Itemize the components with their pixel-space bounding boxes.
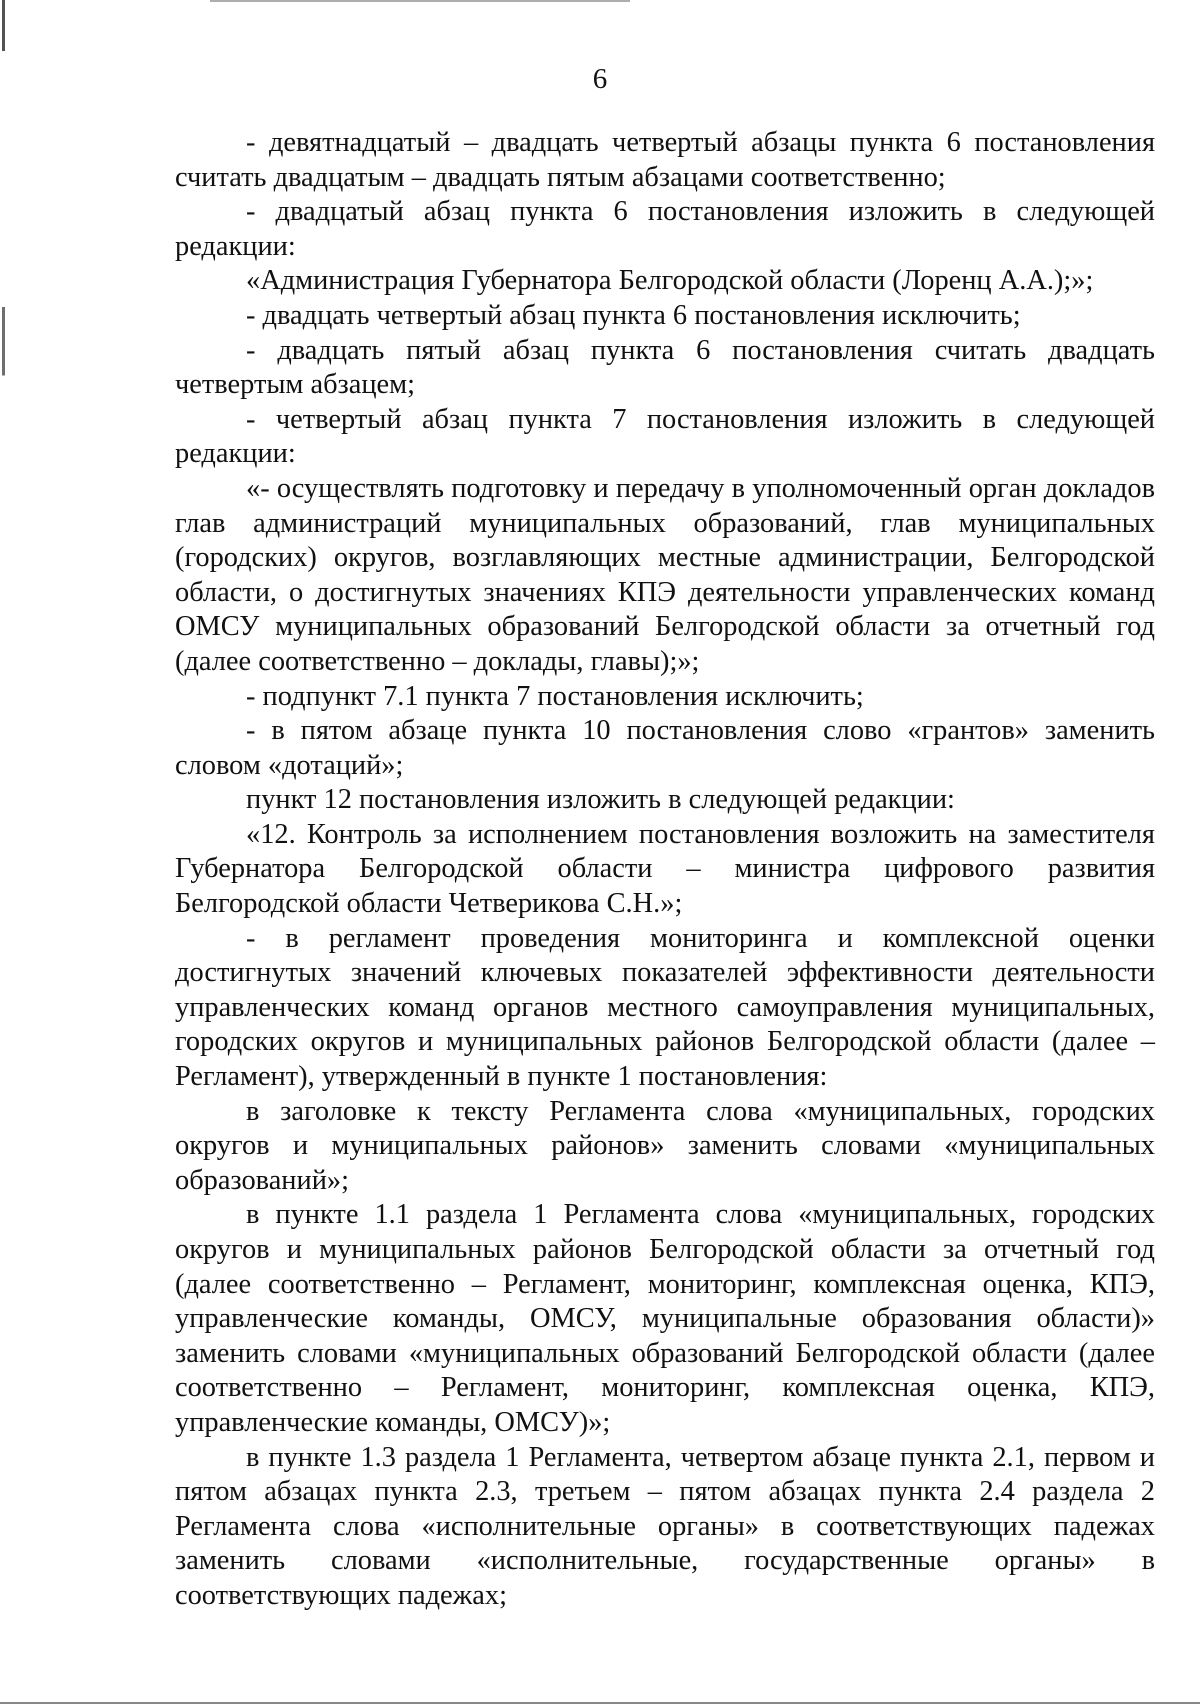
paragraph: «12. Контроль за исполнением постановления возложить на заместителя Губернатора Белгородской области – министра цифрового развития Белгородской области Четверикова С.Н.»;: [175, 818, 1155, 920]
paragraph: - двадцать четвертый абзац пункта 6 постановления исключить;: [246, 299, 1021, 331]
paragraph: - четвертый абзац пункта 7 постановления изложить в следующей редакции:: [175, 403, 1155, 470]
paragraph: в пункте 1.1 раздела 1 Регламента слова «муниципальных, городских округов и муниципальных районов Белгородской области за отчетный год (далее соответственно – Регламент, мониторинг, комплексная оценка, КПЭ, управленческие команды, ОМСУ, муниципальные образования области)» заменить словами «муниципальных образований Белгородской области (далее соответственно – Регламент, мониторинг, комплексная оценка, КПЭ, управленческие команды, ОМСУ)»;: [175, 1199, 1155, 1438]
paragraph: - двадцатый абзац пункта 6 постановления изложить в следующей редакции:: [175, 196, 1155, 262]
scan-edge-left: [2, 0, 5, 1706]
paragraph: «- осуществлять подготовку и передачу в уполномоченный орган докладов глав администраций муниципальных образований, глав муниципальных (городских) округов, возглавляющих местные администрации, Белгородской области, о достигнутых значениях КПЭ деятельности управленческих команд ОМСУ муниципальных образований Белгородской области за отчетный год (далее соответственно – доклады, главы);»;: [175, 472, 1155, 677]
paragraph: - двадцать пятый абзац пункта 6 постановления считать двадцать четвертым абзацем;: [175, 334, 1155, 401]
document-body: [175, 126, 1155, 1614]
paragraph: - девятнадцатый – двадцать четвертый абзацы пункта 6 постановления считать двадцатым – двадцать пятым абзацами соответственно;: [175, 127, 1155, 193]
paragraph: - подпункт 7.1 пункта 7 постановления исключить;: [246, 680, 864, 712]
scan-edge-top: [210, 0, 630, 2]
paragraph: - в пятом абзаце пункта 10 постановления слово «грантов» заменить словом «дотаций»;: [175, 715, 1155, 781]
paragraph: «Администрация Губернатора Белгородской области (Лоренц А.А.);»;: [246, 265, 1094, 297]
paragraph: в пункте 1.3 раздела 1 Регламента, четвертом абзаце пункта 2.1, первом и пятом абзацах пункта 2.3, третьем – пятом абзацах пункта 2.4 раздела 2 Регламента слова «исполнительные органы» в соответствующих падежах заменить словами «исполнительные, государственные органы» в соответствующих падежах;: [175, 1441, 1155, 1611]
page-number: 6: [592, 63, 608, 95]
scan-edge-bottom: [0, 1702, 1200, 1704]
paragraph: пункт 12 постановления изложить в следующей редакции:: [246, 784, 955, 816]
paragraph: - в регламент проведения мониторинга и комплексной оценки достигнутых значений ключевых показателей эффективности деятельности управленческих команд органов местного самоуправления муниципальных, городских округов и муниципальных районов Белгородской области (далее – Регламент), утвержденный в пункте 1 постановления:: [175, 922, 1155, 1093]
paragraph: в заголовке к тексту Регламента слова «муниципальных, городских округов и муниципальных районов» заменить словами «муниципальных образований»;: [175, 1095, 1155, 1196]
